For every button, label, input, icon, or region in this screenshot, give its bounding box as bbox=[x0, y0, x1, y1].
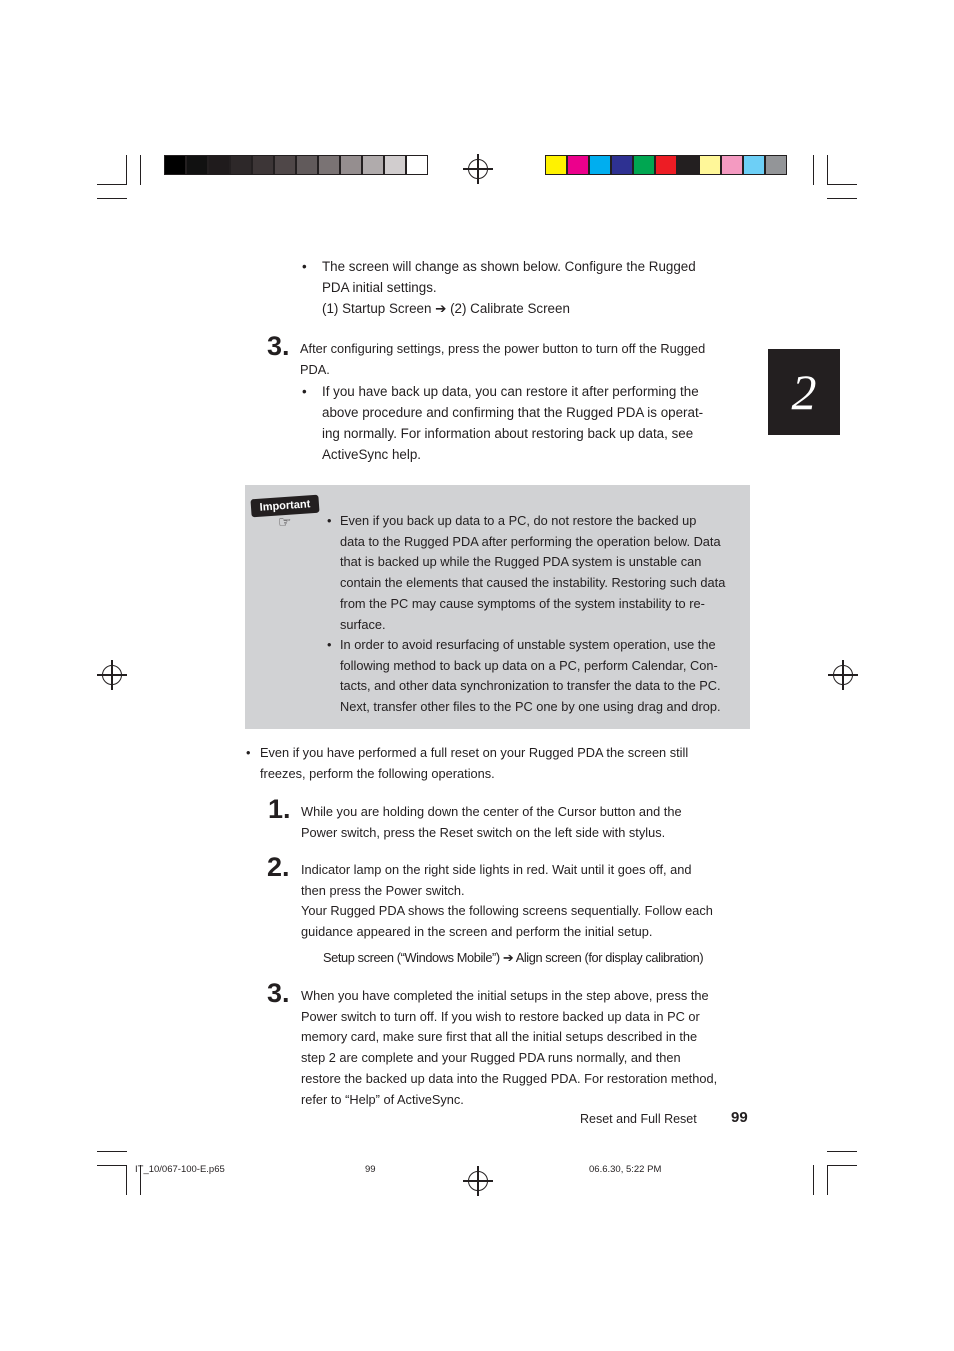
bullet-dot: • bbox=[302, 259, 307, 274]
registration-mark-icon bbox=[468, 1171, 488, 1191]
step-number: 2. bbox=[267, 852, 290, 882]
registration-mark-icon bbox=[833, 665, 853, 685]
step-number: 3. bbox=[267, 331, 290, 361]
color-swatch bbox=[340, 155, 362, 175]
step-number: 3. bbox=[267, 978, 290, 1008]
crop-mark bbox=[813, 155, 814, 185]
crop-mark bbox=[97, 1165, 127, 1166]
registration-mark-icon bbox=[468, 159, 488, 179]
crop-mark bbox=[97, 184, 127, 185]
important-badge: Important bbox=[250, 495, 319, 518]
color-swatch bbox=[589, 155, 611, 175]
bullet-dot: • bbox=[327, 637, 332, 652]
bullet-dot: • bbox=[302, 384, 307, 399]
color-swatch bbox=[633, 155, 655, 175]
color-swatch bbox=[545, 155, 567, 175]
step-number: 1. bbox=[268, 794, 291, 824]
crop-mark bbox=[827, 198, 857, 199]
bullet-dot: • bbox=[246, 745, 251, 760]
slug-file: IT_10/067-100-E.p65 bbox=[135, 1164, 225, 1175]
crop-mark bbox=[140, 155, 141, 185]
step-text: When you have completed the initial setups in the step above, press the Power switch to turn off. If you wish to restore backed up data in PC or memory card, make sure first that all the initial setups described in the step 2 are complete and your Rugged PDA runs normally, and then restore the backed up data into the Rugged PDA. For restoration method, refer to “Help” of ActiveSync. bbox=[301, 988, 718, 1107]
color-swatch bbox=[164, 155, 186, 175]
crop-mark bbox=[813, 1165, 814, 1195]
step-text: While you are holding down the center of the Cursor button and the Power switch, press the Reset switch on the left side with stylus. bbox=[301, 804, 682, 840]
color-swatch bbox=[406, 155, 428, 175]
color-swatch bbox=[208, 155, 230, 175]
crop-mark bbox=[97, 198, 127, 199]
slug-page: 99 bbox=[365, 1164, 376, 1175]
color-swatch bbox=[274, 155, 296, 175]
color-swatch bbox=[721, 155, 743, 175]
color-swatch bbox=[296, 155, 318, 175]
color-swatch bbox=[611, 155, 633, 175]
important-bullet-text: In order to avoid resurfacing of unstable system operation, use the following method to back up data on a PC, perform Calendar, Con- tacts, and other data synchronization to transfer the data to the PC. Next, transfer other files to the PC one by one using drag and drop. bbox=[340, 637, 721, 715]
color-swatch bbox=[252, 155, 274, 175]
crop-mark bbox=[827, 155, 828, 185]
flow-text: Setup screen (“Windows Mobile”) ➔ Align screen (for display calibration) bbox=[323, 950, 704, 965]
color-swatch bbox=[384, 155, 406, 175]
color-swatch bbox=[655, 155, 677, 175]
crop-mark bbox=[126, 155, 127, 185]
page-number: 99 bbox=[731, 1109, 748, 1126]
color-swatch bbox=[699, 155, 721, 175]
color-swatch bbox=[230, 155, 252, 175]
crop-mark bbox=[827, 1165, 828, 1195]
flow-text: (1) Startup Screen ➔ (2) Calibrate Screen bbox=[322, 301, 570, 316]
section-name: Reset and Full Reset bbox=[580, 1112, 697, 1126]
bullet-dot: • bbox=[327, 513, 332, 528]
color-swatch bbox=[743, 155, 765, 175]
crop-mark bbox=[97, 1151, 127, 1152]
bullet-text: If you have back up data, you can restore it after performing the above procedure and confirming that the Rugged PDA is operat- ing normally. For information about restoring back up data, see ActiveSync help. bbox=[322, 384, 704, 462]
color-swatch bbox=[186, 155, 208, 175]
registration-mark-icon bbox=[102, 665, 122, 685]
color-swatch bbox=[362, 155, 384, 175]
chapter-tab: 2 bbox=[768, 349, 840, 435]
crop-mark bbox=[827, 1165, 857, 1166]
crop-mark bbox=[126, 1165, 127, 1195]
slug-date: 06.6.30, 5:22 PM bbox=[589, 1164, 662, 1175]
color-swatch bbox=[567, 155, 589, 175]
bullet-text: The screen will change as shown below. Configure the Rugged PDA initial settings. bbox=[322, 259, 696, 295]
step-text: Indicator lamp on the right side lights in red. Wait until it goes off, and then press the Power switch. Your Rugged PDA shows the following screens sequentially. Follow each guidance appeared in the screen and perform the initial setup. bbox=[301, 862, 713, 940]
crop-mark bbox=[827, 1151, 857, 1152]
color-swatch bbox=[677, 155, 699, 175]
intro-text: Even if you have performed a full reset on your Rugged PDA the screen still freezes, perform the following operations. bbox=[260, 745, 689, 781]
pointing-hand-icon: ☞ bbox=[278, 514, 292, 531]
color-swatch bbox=[765, 155, 787, 175]
color-swatch bbox=[318, 155, 340, 175]
crop-mark bbox=[827, 184, 857, 185]
important-bullet-text: Even if you back up data to a PC, do not restore the backed up data to the Rugged PDA after performing the operation below. Data that is backed up while the Rugged PDA system is unstable can contain the elements that caused the instability. Restoring such data from the PC may cause symptoms of the system instability to re- surface. bbox=[340, 513, 726, 632]
step-text: After configuring settings, press the power button to turn off the Rugged PDA. bbox=[300, 341, 706, 377]
